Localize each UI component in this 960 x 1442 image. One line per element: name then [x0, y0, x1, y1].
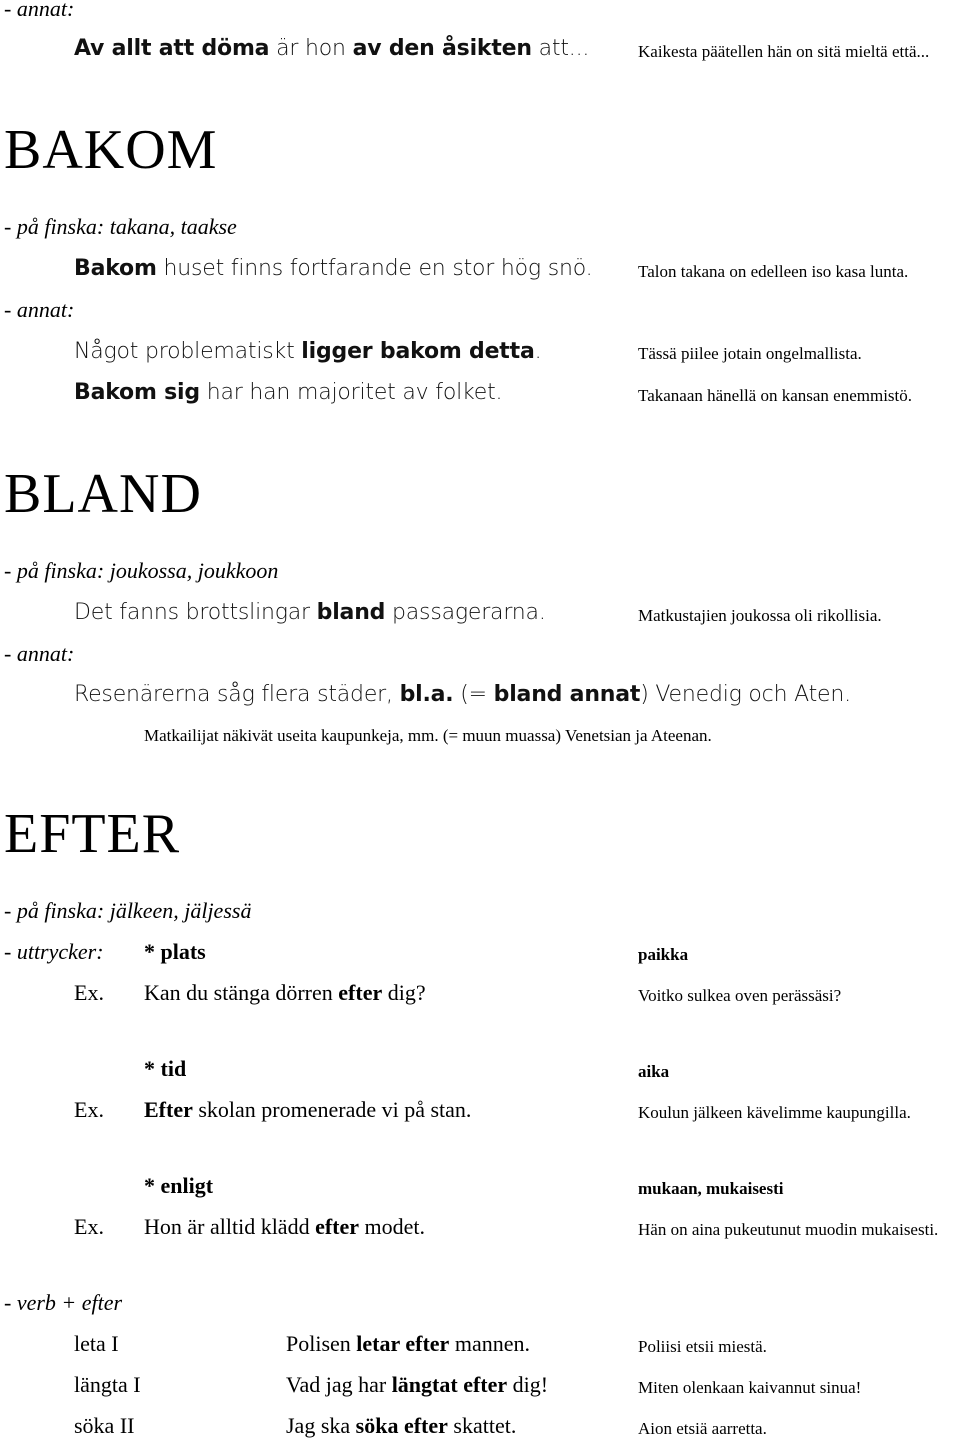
- bakom-annat: - annat:: [4, 297, 75, 322]
- bland-annat: - annat:: [4, 641, 75, 666]
- efter-enligt-swedish: Hon är alltid klädd efter modet.: [144, 1214, 426, 1239]
- bland-ex1-swedish: Det fanns brottslingar bland passagerarna.: [74, 600, 546, 625]
- efter-verb-label: - verb + efter: [4, 1290, 123, 1315]
- verb-finnish: Miten olenkaan kaivannut sinua!: [638, 1378, 862, 1397]
- bakom-ex1-finnish: Talon takana on edelleen iso kasa lunta.: [638, 262, 909, 281]
- efter-enligt-fi-label: mukaan, mukaisesti: [638, 1179, 784, 1198]
- bakom-ex2-finnish: Tässä piilee jotain ongelmallista.: [638, 344, 862, 363]
- heading-bakom: BAKOM: [4, 119, 218, 181]
- bakom-finska: - på finska: takana, taakse: [4, 214, 237, 239]
- efter-tid-finnish: Koulun jälkeen kävelimme kaupungilla.: [638, 1103, 911, 1122]
- efter-plats-label: * plats: [144, 939, 206, 964]
- verb-name: längta I: [74, 1372, 141, 1397]
- bland-ex2-finnish: Matkailijat näkivät useita kaupunkeja, mm. (= muun muassa) Venetsian ja Ateenan.: [144, 726, 712, 745]
- bakom-ex1-swedish: Bakom huset finns fortfarande en stor hög snö.: [74, 256, 593, 281]
- efter-tid-swedish: Efter skolan promenerade vi på stan.: [144, 1097, 472, 1122]
- efter-enligt-ex-label: Ex.: [74, 1214, 104, 1239]
- verb-swedish: Polisen letar efter mannen.: [286, 1331, 530, 1356]
- efter-tid-label: * tid: [144, 1056, 187, 1081]
- heading-efter: EFTER: [4, 803, 181, 865]
- verb-swedish: Vad jag har längtat efter dig!: [286, 1372, 549, 1397]
- bakom-ex3-finnish: Takanaan hänellä on kansan enemmistö.: [638, 386, 913, 405]
- verb-finnish: Poliisi etsii miestä.: [638, 1337, 767, 1356]
- verb-name: söka II: [74, 1413, 135, 1438]
- bland-finska: - på finska: joukossa, joukkoon: [4, 558, 279, 583]
- heading-bland: BLAND: [4, 463, 202, 525]
- efter-tid-ex-label: Ex.: [74, 1097, 104, 1122]
- verb-swedish: Jag ska söka efter skattet.: [286, 1413, 517, 1438]
- bakom-ex2-swedish: Något problematiskt ligger bakom detta.: [74, 339, 542, 364]
- verb-name: leta I: [74, 1331, 119, 1356]
- efter-plats-ex-label: Ex.: [74, 980, 104, 1005]
- annat-label: - annat:: [4, 0, 75, 21]
- bland-ex2-swedish: Resenärerna såg flera städer, bl.a. (= bland annat) Venedig och Aten.: [74, 682, 851, 707]
- intro-finnish: Kaikesta päätellen hän on sitä mieltä että...: [638, 42, 930, 61]
- efter-enligt-label: * enligt: [144, 1173, 214, 1198]
- bland-ex1-finnish: Matkustajien joukossa oli rikollisia.: [638, 606, 882, 625]
- efter-plats-fi-label: paikka: [638, 945, 689, 964]
- efter-plats-finnish: Voitko sulkea oven perässäsi?: [638, 986, 842, 1005]
- efter-plats-swedish: Kan du stänga dörren efter dig?: [144, 980, 426, 1005]
- intro-swedish: Av allt att döma är hon av den åsikten att...: [74, 36, 590, 61]
- efter-finska: - på finska: jälkeen, jäljessä: [4, 898, 252, 923]
- efter-uttrycker: - uttrycker:: [4, 939, 104, 964]
- efter-tid-fi-label: aika: [638, 1062, 670, 1081]
- efter-enligt-finnish: Hän on aina pukeutunut muodin mukaisesti.: [638, 1220, 939, 1239]
- verb-finnish: Aion etsiä aarretta.: [638, 1419, 767, 1438]
- bakom-ex3-swedish: Bakom sig har han majoritet av folket.: [74, 380, 503, 405]
